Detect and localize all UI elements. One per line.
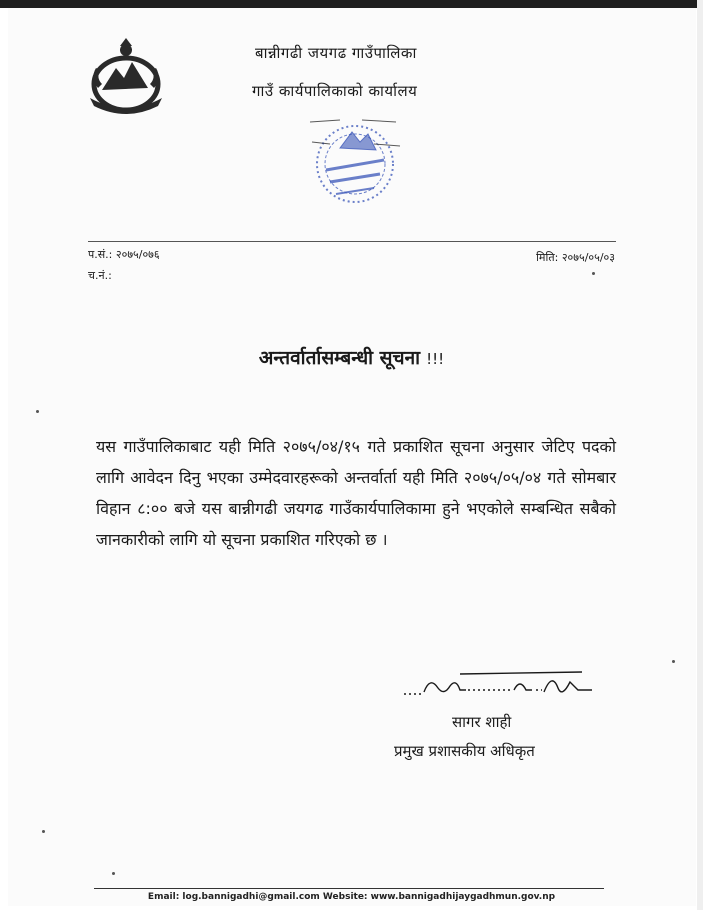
scan-speck bbox=[592, 272, 595, 275]
handwritten-signature bbox=[402, 668, 602, 702]
notice-body: यस गाउँपालिकाबाट यही मिति २०७५/०४/१५ गते प्रकाशित सूचना अनुसार जेटिए पदको लागि आवेदन दिनु भएका उम्मेदवारहरूको अन्तर्वार्ता यही मिति २०७५/०५/०४ गते सोमबार विहान ८:०० बजे यस बान्नीगढी जयगढ गाउँकार्यपालिकामा हुने भएकोले सम्बन्धित सबैको जानकारीको लागि यो सूचना प्रकाशित गरिएको छ । bbox=[96, 437, 616, 549]
document-date: मिति: २०७५/०५/०३ bbox=[536, 251, 615, 264]
office-name: बान्नीगढी जयगढ गाउँपालिका bbox=[255, 44, 417, 62]
scan-speck bbox=[42, 830, 45, 833]
office-stamp-icon bbox=[300, 112, 410, 220]
dispatch-number: च.नं.: bbox=[88, 269, 112, 282]
office-subtitle: गाउँ कार्यपालिकाको कार्यालय bbox=[252, 82, 418, 100]
header-divider bbox=[88, 241, 616, 242]
reference-number: प.सं.: २०७५/०७६ bbox=[88, 248, 160, 261]
notice-title-suffix: !!! bbox=[426, 350, 445, 368]
scan-border-right bbox=[697, 0, 703, 910]
scan-speck bbox=[112, 872, 115, 875]
nepal-government-emblem-icon bbox=[80, 38, 172, 120]
notice-title-text: अन्तर्वार्तासम्बन्धी सूचना bbox=[258, 347, 421, 369]
footer-contact: Email: log.bannigadhi@gmail.com Website: www.bannigadhijaygadhmun.gov.np bbox=[147, 892, 556, 902]
scan-speck bbox=[36, 410, 39, 413]
scan-speck bbox=[672, 660, 675, 663]
notice-title bbox=[0, 344, 703, 370]
footer-divider bbox=[94, 888, 604, 889]
signatory-title: प्रमुख प्रशासकीय अधिकृत bbox=[394, 742, 535, 760]
signatory-name: सागर शाही bbox=[452, 713, 512, 731]
scan-border-top bbox=[0, 0, 703, 8]
